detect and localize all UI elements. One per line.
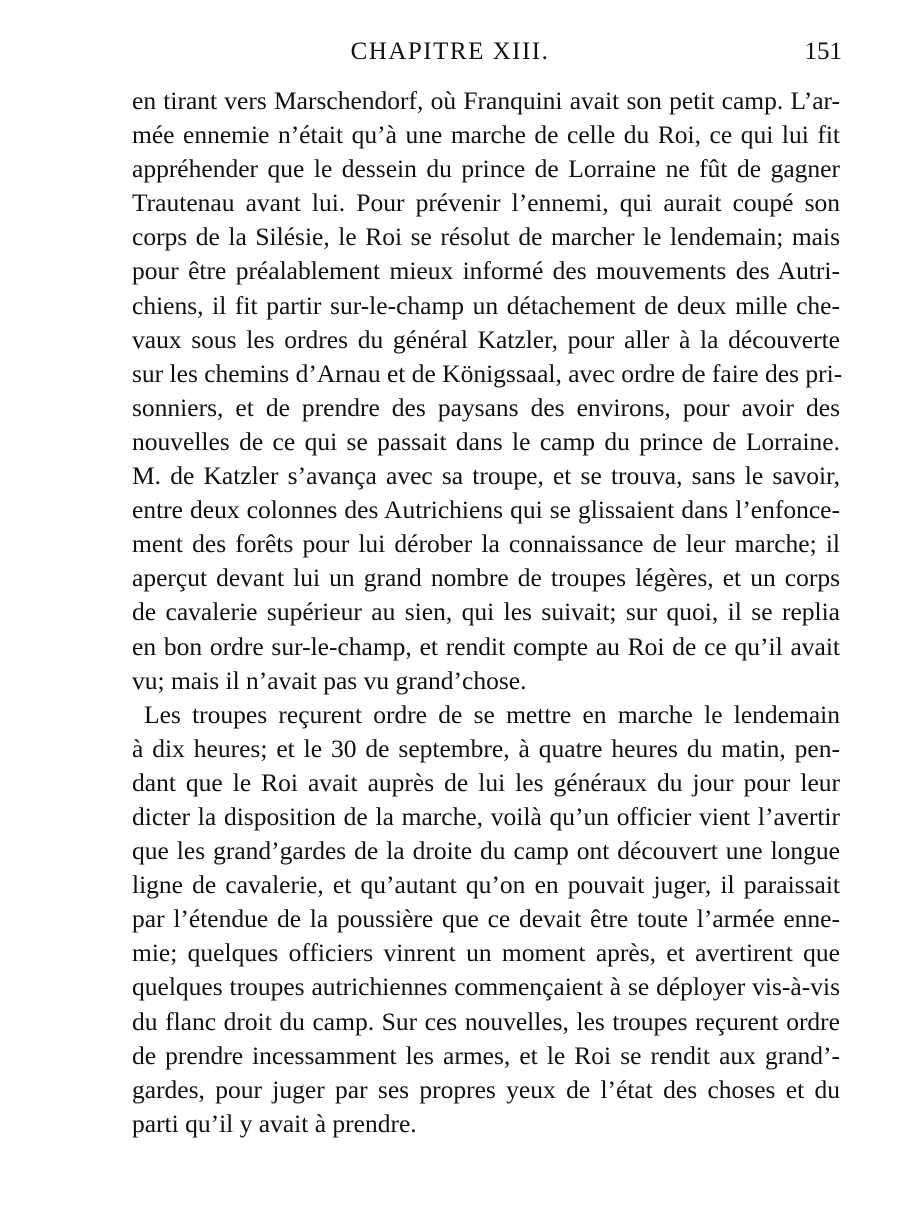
text-line: entre deux colonnes des Autrichiens qui se glissaient dans l’enfonce- bbox=[132, 495, 840, 525]
text-line: dant que le Roi avait auprès de lui les généraux du jour pour leur bbox=[132, 767, 840, 797]
text-line: appréhender que le dessein du prince de Lorraine ne fût de gagner bbox=[132, 154, 840, 184]
text-line: Trautenau avant lui. Pour prévenir l’ennemi, qui aurait coupé son bbox=[132, 188, 840, 218]
text-line: nouvelles de ce qui se passait dans le camp du prince de Lorraine. bbox=[132, 426, 840, 456]
text-line: en tirant vers Marschendorf, où Franquini avait son petit camp. L’ar- bbox=[132, 86, 840, 115]
running-header bbox=[0, 38, 900, 78]
text-line: gardes, pour juger par ses propres yeux de l’état des choses et du bbox=[132, 1074, 840, 1104]
text-line: sur les chemins d’Arnau et de Königssaal, avec ordre de faire des pri- bbox=[132, 358, 843, 388]
text-line: du flanc droit du camp. Sur ces nouvelles, les troupes reçurent ordre bbox=[132, 1006, 840, 1036]
text-line: mée ennemie n’était qu’à une marche de celle du Roi, ce qui lui fit bbox=[132, 120, 840, 150]
text-line: M. de Katzler s’avança avec sa troupe, et se trouva, sans le savoir, bbox=[132, 461, 840, 491]
text-line: ment des forêts pour lui dérober la connaissance de leur marche; il bbox=[132, 529, 840, 559]
text-line: vu; mais il n’avait pas vu grand’chose. bbox=[132, 665, 527, 695]
text-line: par l’étendue de la poussière que ce devait être toute l’armée enne- bbox=[132, 904, 840, 934]
text-line: ligne de cavalerie, et qu’autant qu’on en pouvait juger, il paraissait bbox=[132, 870, 840, 900]
paragraph bbox=[132, 84, 843, 698]
text-line: pour être préalablement mieux informé des mouvements des Autri- bbox=[132, 256, 840, 286]
paragraph bbox=[132, 698, 840, 1141]
text-line: Les troupes reçurent ordre de se mettre en marche le lendemain bbox=[144, 699, 840, 729]
text-line: quelques troupes autrichiennes commençaient à se déployer vis-à-vis bbox=[132, 972, 840, 1002]
text-line: sonniers, et de prendre des paysans des environs, pour avoir des bbox=[132, 392, 840, 422]
chapter-title: CHAPITRE XIII. bbox=[350, 38, 550, 65]
page-number: 151 bbox=[804, 38, 842, 65]
text-line: à dix heures; et le 30 de septembre, à quatre heures du matin, pen- bbox=[132, 733, 840, 763]
text-line: de prendre incessamment les armes, et le Roi se rendit aux grand’- bbox=[132, 1040, 840, 1070]
text-line: dicter la disposition de la marche, voilà qu’un officier vient l’avertir bbox=[132, 801, 840, 831]
text-line: de cavalerie supérieur au sien, qui les suivait; sur quoi, il se replia bbox=[132, 597, 840, 627]
text-line: parti qu’il y avait à prendre. bbox=[132, 1108, 417, 1138]
text-line: aperçut devant lui un grand nombre de troupes légères, et un corps bbox=[132, 563, 840, 593]
text-line: chiens, il fit partir sur-le-champ un détachement de deux mille che- bbox=[132, 290, 840, 320]
text-line: en bon ordre sur-le-champ, et rendit compte au Roi de ce qu’il avait bbox=[132, 631, 840, 661]
text-line: mie; quelques officiers vinrent un moment après, et avertirent que bbox=[132, 938, 840, 968]
body-text bbox=[132, 84, 843, 1141]
text-line: vaux sous les ordres du général Katzler, pour aller à la découverte bbox=[132, 324, 840, 354]
text-line: que les grand’gardes de la droite du camp ont découvert une longue bbox=[132, 836, 840, 866]
text-line: corps de la Silésie, le Roi se résolut de marcher le lendemain; mais bbox=[132, 222, 840, 252]
